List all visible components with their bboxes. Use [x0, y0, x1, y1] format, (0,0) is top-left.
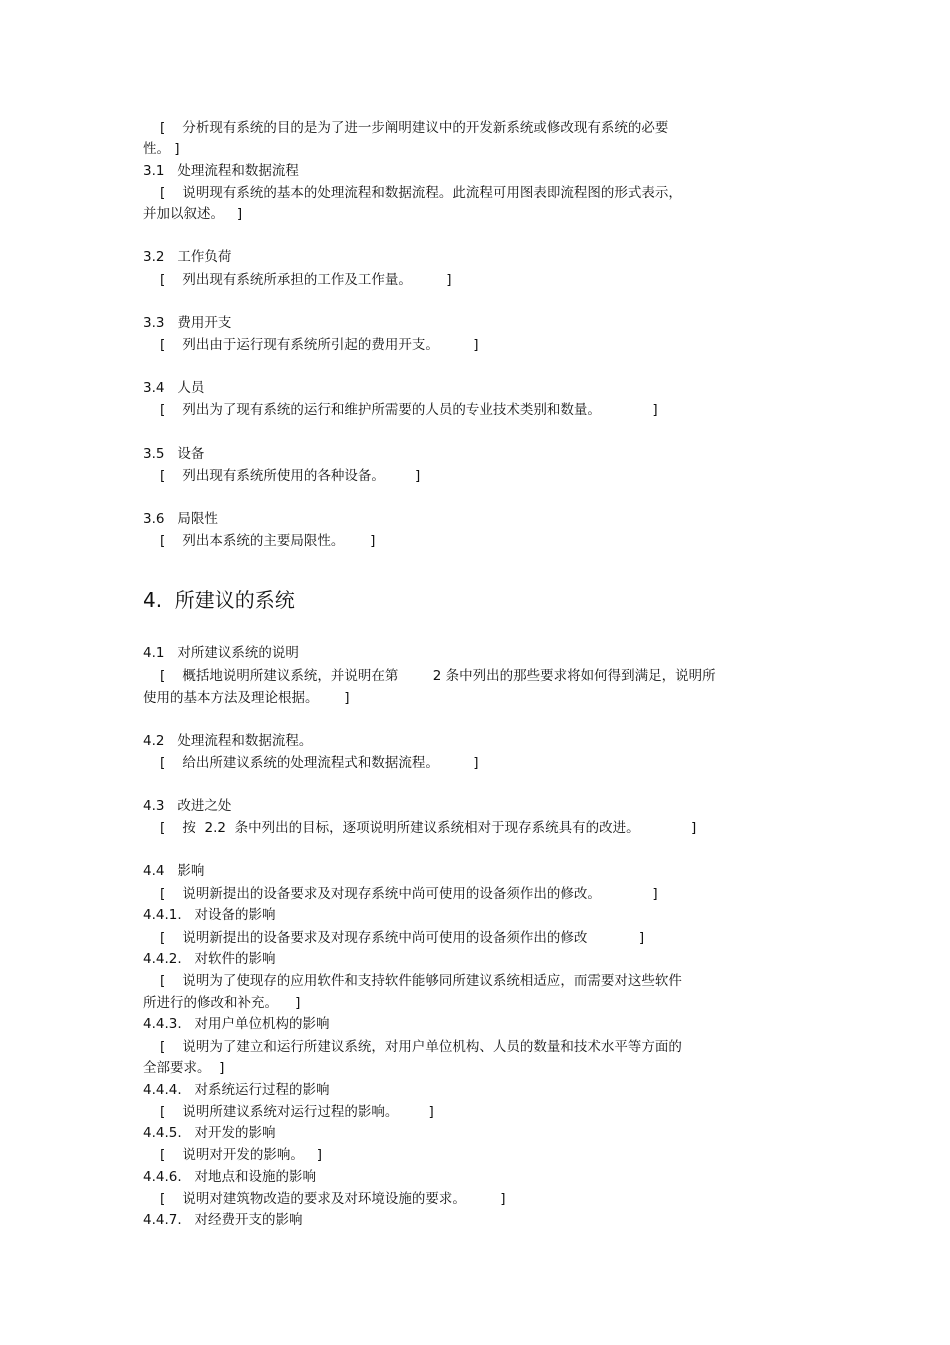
subsection-heading: 4.4.5. 对开发的影响 — [143, 1125, 276, 1141]
subsection-heading: 4.4.1. 对设备的影响 — [143, 907, 276, 923]
text-line: [ 说明对建筑物改造的要求及对环境设施的要求。 ] — [160, 1191, 506, 1207]
section-heading: 4.4 影响 — [143, 863, 205, 879]
subsection-heading: 4.4.3. 对用户单位机构的影响 — [143, 1016, 330, 1032]
text-line: [ 按 2.2 条中列出的目标，逐项说明所建议系统相对于现存系统具有的改进。 ] — [160, 820, 697, 836]
section-heading: 4.1 对所建议系统的说明 — [143, 645, 299, 661]
chapter-heading: 4. 所建议的系统 — [143, 588, 295, 612]
subsection-heading: 4.4.2. 对软件的影响 — [143, 951, 276, 967]
text-line: [ 列出现有系统所使用的各种设备。 ] — [160, 468, 421, 484]
text-line: [ 给出所建议系统的处理流程式和数据流程。 ] — [160, 755, 479, 771]
text-line: [ 说明对开发的影响。 ] — [160, 1147, 323, 1163]
section-heading: 4.3 改进之处 — [143, 798, 232, 814]
text-line: [ 说明为了使现存的应用软件和支持软件能够同所建议系统相适应，而需要对这些软件 — [160, 973, 682, 989]
text-line: [ 列出由于运行现有系统所引起的费用开支。 ] — [160, 337, 479, 353]
text-line: [ 说明所建议系统对运行过程的影响。 ] — [160, 1104, 434, 1120]
text-line: [ 说明为了建立和运行所建议系统，对用户单位机构、人员的数量和技术水平等方面的 — [160, 1039, 682, 1055]
text-line: 全部要求。 ] — [143, 1060, 225, 1076]
text-line: [ 说明现有系统的基本的处理流程和数据流程。此流程可用图表即流程图的形式表示， — [160, 185, 682, 201]
section-heading: 3.6 局限性 — [143, 511, 218, 527]
subsection-heading: 4.4.4. 对系统运行过程的影响 — [143, 1082, 330, 1098]
section-heading: 3.4 人员 — [143, 380, 205, 396]
text-line: [ 列出本系统的主要局限性。 ] — [160, 533, 376, 549]
text-line: [ 列出为了现有系统的运行和维护所需要的人员的专业技术类别和数量。 ] — [160, 402, 658, 418]
text-line: 所进行的修改和补充。 ] — [143, 995, 301, 1011]
text-line: [ 概括地说明所建议系统，并说明在第 2 条中列出的那些要求将如何得到满足，说明所 — [160, 668, 716, 684]
text-line: [ 说明新提出的设备要求及对现存系统中尚可使用的设备须作出的修改 ] — [160, 930, 645, 946]
section-heading: 3.3 费用开支 — [143, 315, 232, 331]
subsection-heading: 4.4.7. 对经费开支的影响 — [143, 1212, 303, 1228]
text-line: 性。 ] — [143, 141, 180, 157]
subsection-heading: 4.4.6. 对地点和设施的影响 — [143, 1169, 317, 1185]
section-heading: 3.1 处理流程和数据流程 — [143, 163, 299, 179]
section-heading: 3.5 设备 — [143, 446, 205, 462]
section-heading: 4.2 处理流程和数据流程。 — [143, 733, 313, 749]
section-heading: 3.2 工作负荷 — [143, 249, 232, 265]
text-line: 使用的基本方法及理论根据。 ] — [143, 690, 350, 706]
text-line: [ 列出现有系统所承担的工作及工作量。 ] — [160, 272, 452, 288]
text-line: 并加以叙述。 ] — [143, 206, 243, 222]
text-line: [ 分析现有系统的目的是为了进一步阐明建议中的开发新系统或修改现有系统的必要 — [160, 120, 669, 136]
text-line: [ 说明新提出的设备要求及对现存系统中尚可使用的设备须作出的修改。 ] — [160, 886, 658, 902]
